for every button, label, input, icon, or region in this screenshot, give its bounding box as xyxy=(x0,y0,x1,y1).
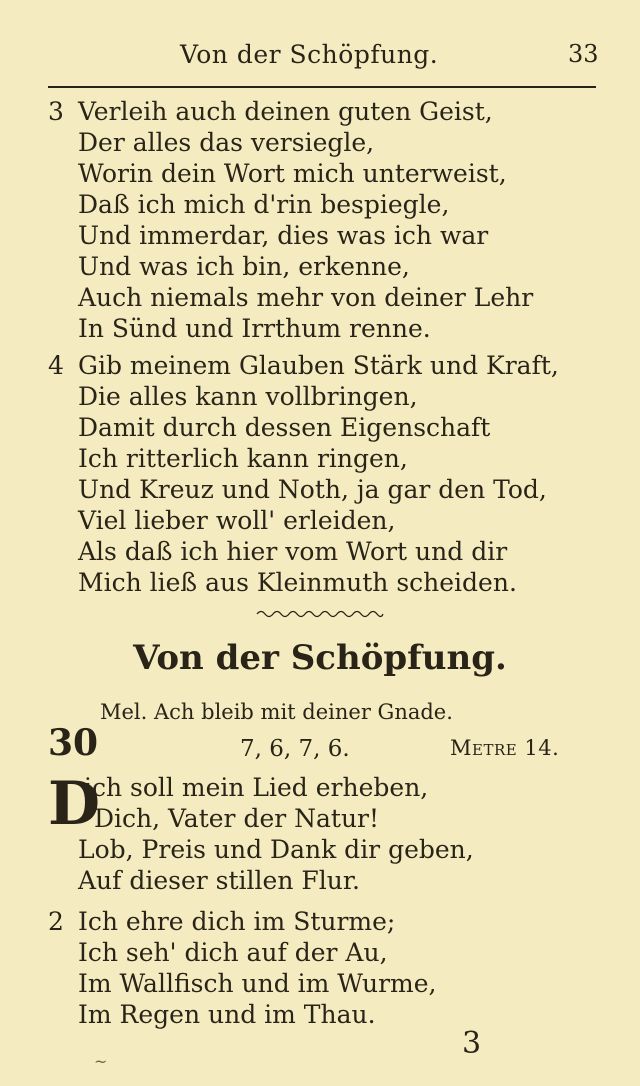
verse-line: Als daß ich hier vom Wort und dir xyxy=(78,537,508,566)
header-rule xyxy=(48,86,596,88)
metre-label: Metre 14. xyxy=(450,736,560,760)
verse-number: 3 xyxy=(48,97,64,126)
margin-mark: ~ xyxy=(94,1052,108,1071)
verse-line: 4 Gib meinem Glauben Stärk und Kraft, xyxy=(48,351,559,380)
verse-line: Viel lieber woll' erleiden, xyxy=(78,506,396,535)
section-title: Von der Schöpfung. xyxy=(133,638,507,678)
melody-line: Mel. Ach bleib mit deiner Gnade. xyxy=(100,700,453,724)
verse-line: Daß ich mich d'rin bespiegle, xyxy=(78,190,450,219)
verse-line: Und was ich bin, erkenne, xyxy=(78,252,410,281)
verse-line: 3 Verleih auch deinen guten Geist, xyxy=(48,97,493,126)
verse-number: 2 xyxy=(48,907,64,936)
verse-line: Auch niemals mehr von deiner Lehr xyxy=(78,283,534,312)
verse-line: Im Wallfisch und im Wurme, xyxy=(78,969,437,998)
meter-pattern: 7, 6, 7, 6. xyxy=(240,736,350,762)
verse-line: In Sünd und Irrthum renne. xyxy=(78,314,431,343)
hymn-stanza-2 xyxy=(48,906,436,1030)
signature-mark: 3 xyxy=(462,1026,482,1061)
verse-line: Worin dein Wort mich unterweist, xyxy=(78,159,507,188)
verse-line: Mich ließ aus Kleinmuth scheiden. xyxy=(78,568,517,597)
verse-line: Lob, Preis und Dank dir geben, xyxy=(78,835,474,864)
page-number: 33 xyxy=(568,40,599,68)
verse-line: Dich, Vater der Natur! xyxy=(94,804,380,833)
verse-line: 2 Ich ehre dich im Sturme; xyxy=(48,907,396,936)
hymn-stanza-1 xyxy=(48,769,474,896)
hymn-number: 30 xyxy=(48,722,99,764)
ornamental-divider xyxy=(255,606,385,622)
verse-3 xyxy=(48,96,533,344)
verse-line: Und Kreuz und Noth, ja gar den Tod, xyxy=(78,475,547,504)
verse-line: Die alles kann vollbringen, xyxy=(78,382,418,411)
verse-line: Auf dieser stillen Flur. xyxy=(78,866,360,895)
running-header-title: Von der Schöpfung. xyxy=(180,40,439,69)
verse-line: Und immerdar, dies was ich war xyxy=(78,221,489,250)
verse-line: Im Regen und im Thau. xyxy=(78,1000,376,1029)
drop-cap: D xyxy=(48,769,101,839)
verse-line: Ich ritterlich kann ringen, xyxy=(78,444,408,473)
verse-line: Der alles das versiegle, xyxy=(78,128,375,157)
verse-line: Ich seh' dich auf der Au, xyxy=(78,938,388,967)
verse-number: 4 xyxy=(48,351,64,380)
verse-line: ich soll mein Lied erheben, xyxy=(84,773,429,802)
verse-line: Damit durch dessen Eigenschaft xyxy=(78,413,491,442)
verse-4 xyxy=(48,350,559,598)
